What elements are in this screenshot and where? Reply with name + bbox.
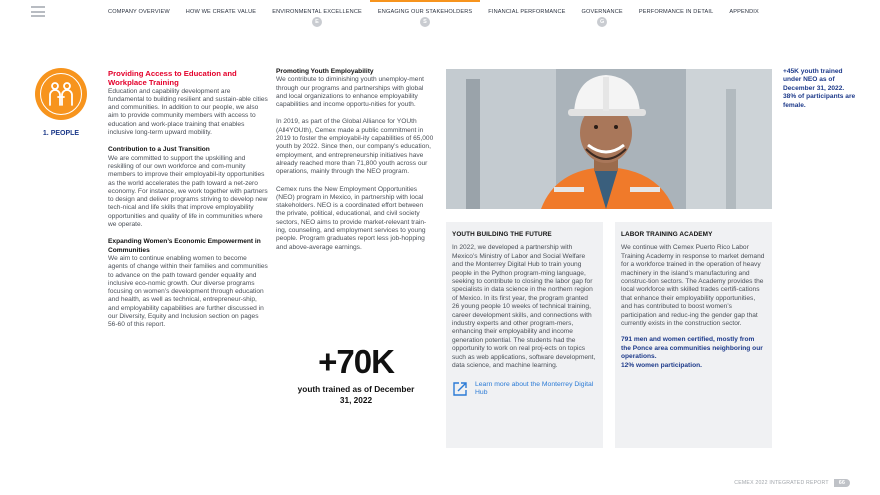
box-title: LABOR TRAINING ACADEMY xyxy=(621,231,713,238)
women-participation-highlight: 12% women participation. xyxy=(621,361,702,369)
nav-label: ENVIRONMENTAL EXCELLENCE xyxy=(272,9,362,15)
nav-label: PERFORMANCE IN DETAIL xyxy=(638,9,714,15)
page-number: 66 xyxy=(834,479,850,487)
paragraph-women-empowerment: We aim to continue enabling women to become agents of change within their families and communities to advance on the path toward gender equality and inclusive eco-nomic growth. Our diverse programs focusing on women’s development through education and health, as well as technical, entrepreneur-ship, and employability capabilities are further discussed in our Diversity, Equity and Inclusion section on pages 56-60 of this report. xyxy=(108,254,268,329)
paragraph-just-transition: We are committed to support the upskilling and reskilling of our own workforce and com-munity members to improve their employabil-ity opportunities as the world accelerates the path toward a net-zero economy. For instance, we work together with partners to design and deliver programs striving to develop new tech-nical and life skills that improve employability opportunities and quality of life in communities where we operate. xyxy=(108,154,268,229)
section-title: Providing Access to Education and Workplace Training xyxy=(108,69,237,88)
nav-label: APPENDIX xyxy=(729,9,759,15)
heading-just-transition: Contribution to a Just Transition xyxy=(108,146,210,154)
pillar-label: 1. PEOPLE xyxy=(42,130,80,137)
nav-label: GOVERNANCE xyxy=(581,9,623,15)
box-title: YOUTH BUILDING THE FUTURE xyxy=(452,231,552,238)
link-text: Learn more about the Monterrey Digital Hub xyxy=(475,380,594,396)
top-navigation xyxy=(100,0,767,30)
worker-photo xyxy=(446,69,772,209)
nav-company-overview[interactable] xyxy=(100,0,178,30)
labor-training-academy-box xyxy=(615,222,772,448)
people-pillar-icon xyxy=(35,68,87,120)
nav-appendix[interactable] xyxy=(721,0,767,30)
nav-badge-e: E xyxy=(312,17,322,27)
monterrey-digital-hub-link[interactable] xyxy=(452,381,597,398)
nav-governance[interactable] xyxy=(574,0,631,30)
youth-trained-stat xyxy=(296,344,416,405)
neo-stat: +45K youth trained under NEO as of December 31, 2022. 38% of participants are female. xyxy=(783,68,856,109)
nav-financial-performance[interactable] xyxy=(480,0,573,30)
nav-badge-s: S xyxy=(420,17,430,27)
nav-label: FINANCIAL PERFORMANCE xyxy=(488,9,566,15)
menu-icon[interactable] xyxy=(31,6,45,17)
stat-caption: youth trained as of December 31, 2022 xyxy=(297,384,415,405)
external-link-icon xyxy=(452,381,468,397)
worker-illustration xyxy=(446,69,772,209)
stat-value: +70K xyxy=(318,343,394,380)
nav-engaging-our-stakeholders[interactable] xyxy=(370,0,480,30)
nav-environmental-excellence[interactable] xyxy=(264,0,370,30)
nav-label: ENGAGING OUR STAKEHOLDERS xyxy=(377,9,473,15)
certified-highlight: 791 men and women certified, mostly from the Ponce area communities neighboring our operations. xyxy=(621,336,763,361)
nav-badge-g: G xyxy=(597,17,607,27)
box-body: We continue with Cemex Puerto Rico Labor Training Academy in response to market demand for a workforce trained in the operation of heavy machinery in the island’s manufacturing and construc-tion sectors. The Academy provides the local workforce with skilled trades certifi-cations that enhance their employability opportunities, and has contributed to boost women’s participation and reduc-ing the gender gap that currently exists in the construction sector. xyxy=(621,244,765,328)
box-body: In 2022, we developed a partnership with Mexico’s Ministry of Labor and Social Welfare and the Monterrey Digital Hub to train young people in the Python program-ming language, seeking to contribute to closing the labor gap for specialists in data science in the northern region of Mexico. In its first year, the program granted 26 young people 10 weeks of technical training, career development skills, and connections with industry experts and other program-mers, enhancing their employability and income generation potential. The students had the opportunity to work on real proj-ects on topics such as web applications, software development, data science, and machine learning. xyxy=(452,244,596,370)
nav-how-we-create-value[interactable] xyxy=(178,0,264,30)
column-education xyxy=(108,69,268,339)
nav-label: COMPANY OVERVIEW xyxy=(108,9,170,15)
nav-label: HOW WE CREATE VALUE xyxy=(185,9,257,15)
column-youth xyxy=(276,68,434,261)
intro-paragraph: Education and capability development are fundamental to building resilient and sustain-able cities and communities. In addition to our people, we also aim to provide community members with access to education and work-place training that enables inclusive long-term upward mobility. xyxy=(108,87,268,137)
heading-women-empowerment: Expanding Women’s Economic Empowerment in Communities xyxy=(108,238,261,254)
people-icon xyxy=(47,81,75,107)
paragraph-youth-3: Cemex runs the New Employment Opportunities (NEO) program in Mexico, in partnership with local stakeholders. NEO is a coordinated effort between the private, political, educational, and civil society sectors, NEO aims to provide market-relevant train-ing, counseling, and employment services to young people. Program graduates report less job-hopping and above-average earnings. xyxy=(276,185,427,251)
paragraph-youth-2: In 2019, as part of the Global Alliance for YOUth (All4YOUth), Cemex made a public commitment in 2019 to foster the employabil-ity capabilities of 65,000 youth by 2022. Since then, our company’s education, employment, and entrepreneurship initiatives have already reached more than 71,800 youth across our operations, mainly through the NEO program. xyxy=(276,118,434,176)
heading-youth-employability: Promoting Youth Employability xyxy=(276,68,374,75)
report-title: CEMEX 2022 INTEGRATED REPORT xyxy=(734,480,829,486)
youth-building-future-box xyxy=(446,222,603,448)
footer xyxy=(734,479,850,487)
paragraph-youth-1: We contribute to diminishing youth unemploy-ment through our programs and partnerships with global and local organizations to enhance employability capabilities and income opportu-nities for youth. xyxy=(276,76,424,109)
nav-performance-in-detail[interactable] xyxy=(631,0,722,30)
